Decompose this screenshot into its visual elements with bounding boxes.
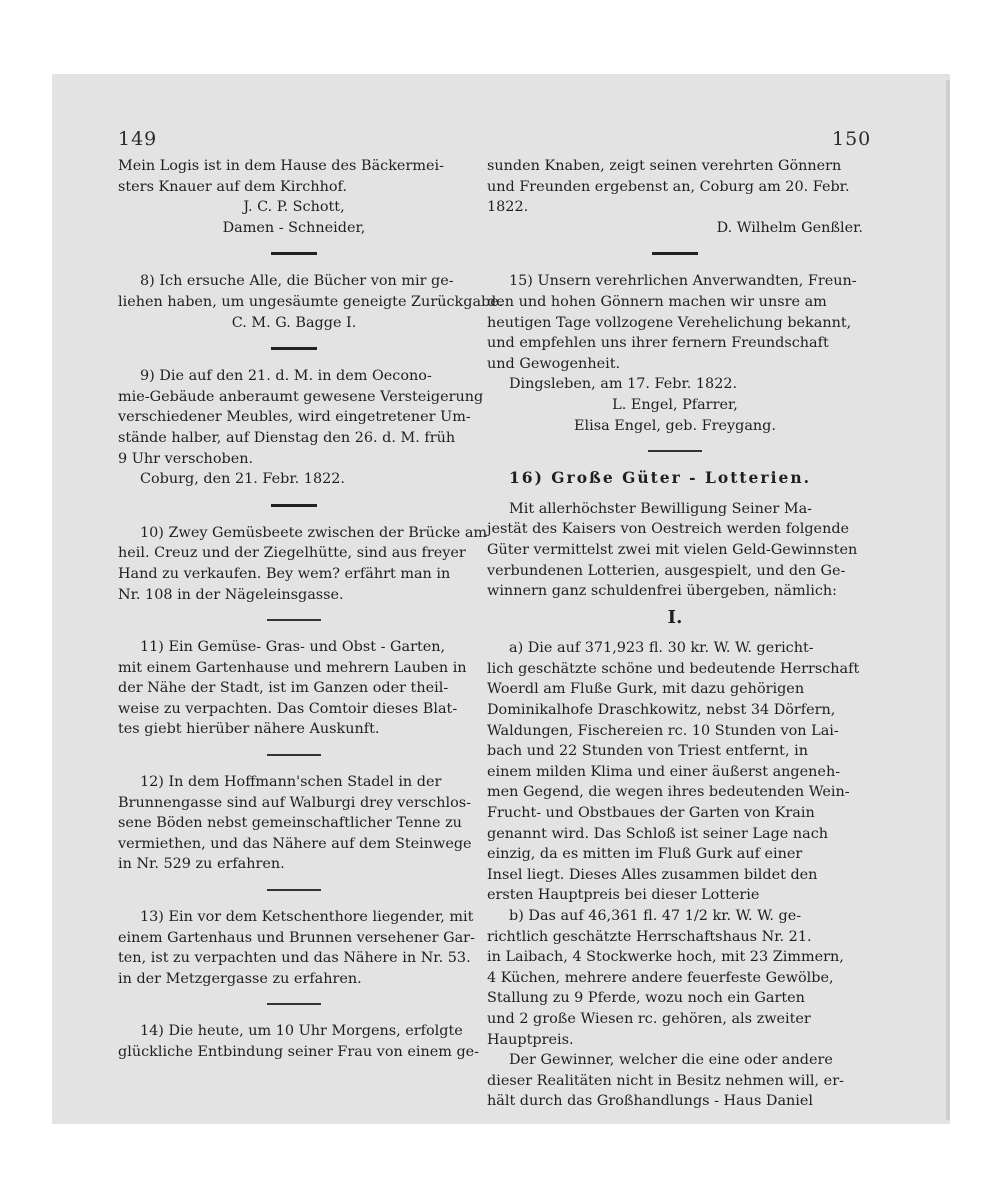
text-line: genannt wird. Das Schloß ist seiner Lage nach <box>487 825 829 842</box>
text-line: und empfehlen uns ihrer fernern Freundschaft <box>487 335 829 352</box>
separator <box>648 450 702 452</box>
text-line: 13) Ein vor dem Ketschenthore liegender, mit <box>140 909 474 926</box>
text-line: 11) Ein Gemüse- Gras- und Obst - Garten, <box>140 639 446 656</box>
text-line: in der Metzgergasse zu erfahren. <box>118 970 362 987</box>
dateline: Dingsleben, am 17. Febr. 1822. <box>509 376 738 393</box>
text-line: hält durch das Großhandlungs - Haus Daniel <box>487 1093 814 1110</box>
text-line: a) Die auf 371,923 fl. 30 kr. W. W. gericht- <box>509 640 814 657</box>
text-line: richtlich geschätzte Herrschaftshaus Nr. 21. <box>487 928 812 945</box>
scan-edge <box>946 80 950 1120</box>
text-line: 12) In dem Hoffmann'schen Stadel in der <box>140 774 442 791</box>
notice-13 <box>118 907 475 989</box>
text-line: weise zu verpachten. Das Comtoir dieses Blat- <box>118 700 458 717</box>
text-line: 10) Zwey Gemüsbeete zwischen der Brücke am <box>140 524 488 541</box>
text-line: 9) Die auf den 21. d. M. in dem Oecono- <box>140 368 432 385</box>
text-line: verbundenen Lotterien, ausgespielt, und den Ge- <box>487 562 846 579</box>
signature: J. C. P. Schott, <box>243 199 345 216</box>
separator <box>267 619 321 621</box>
text-line: Frucht- und Obstbaues der Garten von Krain <box>487 805 815 822</box>
text-line: Hand zu verkaufen. Bey wem? erfährt man in <box>118 565 451 582</box>
text-line: und Freunden ergebenst an, Coburg am 20. Febr. <box>487 178 850 195</box>
text-line: 8) Ich ersuche Alle, die Bücher von mir ge- <box>140 273 454 290</box>
text-line: ersten Hauptpreis bei dieser Lotterie <box>487 887 760 904</box>
text-line: Nr. 108 in der Nägeleinsgasse. <box>118 586 344 603</box>
text-line: Güter vermittelst zwei mit vielen Geld-Gewinnsten <box>487 541 858 558</box>
notice-9 <box>118 366 484 490</box>
text-line: sters Knauer auf dem Kirchhof. <box>118 178 347 195</box>
notice-8 <box>118 271 504 333</box>
text-line: 15) Unsern verehrlichen Anverwandten, Freun- <box>509 273 857 290</box>
separator <box>267 754 321 756</box>
text-line: sene Böden nebst gemeinschaftlicher Tenne zu <box>118 815 462 832</box>
right-page-number: 150 <box>832 128 872 150</box>
text-line: mie-Gebäude anberaumt gewesene Versteigerung <box>118 388 484 405</box>
lottery-number: I. <box>667 606 683 628</box>
text-line: Insel liegt. Dieses Alles zusammen bildet den <box>487 866 818 883</box>
dateline: Coburg, den 21. Febr. 1822. <box>140 471 345 488</box>
text-line: Mit allerhöchster Bewilligung Seiner Ma- <box>509 500 813 517</box>
text-line: den und hohen Gönnern machen wir unsre am <box>487 293 827 310</box>
text-line: in Laibach, 4 Stockwerke hoch, mit 23 Zimmern, <box>487 949 844 966</box>
text-line: einem milden Klima und einer äußerst angeneh- <box>487 763 841 780</box>
lodging-notice <box>118 156 470 238</box>
separator <box>652 252 698 255</box>
text-line: 14) Die heute, um 10 Uhr Morgens, erfolgte <box>140 1023 463 1040</box>
notice-12 <box>118 772 470 875</box>
text-line: sunden Knaben, zeigt seinen verehrten Gönnern <box>487 158 842 174</box>
text-line: mit einem Gartenhause und mehrern Lauben in <box>118 659 467 676</box>
text-line: heutigen Tage vollzogene Verehelichung bekannt, <box>487 314 852 331</box>
section-heading: 16) Große Güter - Lotterien. <box>509 468 811 488</box>
text-line: dieser Realitäten nicht in Besitz nehmen will, er- <box>487 1072 844 1089</box>
text-line: in Nr. 529 zu erfahren. <box>118 856 285 873</box>
text-line: Dominikalhofe Draschkowitz, nebst 34 Dörfern, <box>487 702 836 719</box>
separator <box>267 889 321 891</box>
text-line: einzig, da es mitten im Fluß Gurk auf einer <box>487 846 803 863</box>
text-line: verschiedener Meubles, wird eingetretener Um- <box>118 409 471 426</box>
left-page-number: 149 <box>118 128 158 150</box>
text-line: Stallung zu 9 Pferde, wozu noch ein Garten <box>487 990 805 1007</box>
text-line: heil. Creuz und der Ziegelhütte, sind aus freyer <box>118 545 466 562</box>
text-line: 9 Uhr verschoben. <box>118 450 254 467</box>
signature: L. Engel, Pfarrer, <box>612 396 738 413</box>
notice-10 <box>118 523 488 605</box>
right-column <box>487 156 863 1112</box>
signature: C. M. G. Bagge I. <box>231 314 357 331</box>
text-line: einem Gartenhaus und Brunnen versehener Gar- <box>118 929 475 946</box>
text-line: Mein Logis ist in dem Hause des Bäckermei- <box>118 158 444 174</box>
separator <box>271 347 317 350</box>
text-line: men Gegend, die wegen ihres bedeutenden Wein- <box>487 784 850 801</box>
text-line: liehen haben, um ungesäumte geneigte Zurückgabe. <box>118 293 504 310</box>
left-column <box>118 156 504 1063</box>
text-line: Der Gewinner, welcher die eine oder andere <box>509 1052 833 1069</box>
signature: Damen - Schneider, <box>222 219 366 236</box>
text-line: b) Das auf 46,361 fl. 47 1/2 kr. W. W. ge- <box>509 908 802 924</box>
notice-14 <box>118 1021 480 1062</box>
text-line: lich geschätzte schöne und bedeutende Herrschaft <box>487 660 860 677</box>
text-line: tes giebt hierüber nähere Auskunft. <box>118 721 380 738</box>
text-line: der Nähe der Stadt, ist im Ganzen oder theil- <box>118 680 449 697</box>
text-line: bach und 22 Stunden von Triest entfernt, in <box>487 743 808 760</box>
text-line: 4 Küchen, mehrere andere feuerfeste Gewölbe, <box>487 969 834 986</box>
separator <box>271 252 317 255</box>
text-line: Woerdl am Fluße Gurk, mit dazu gehörigen <box>487 681 805 698</box>
text-line: Hauptpreis. <box>487 1031 574 1048</box>
text-line: und Gewogenheit. <box>487 355 621 372</box>
text-line: Waldungen, Fischereien rc. 10 Stunden von Lai- <box>487 722 839 739</box>
text-line: winnern ganz schuldenfrei übergeben, nämlich: <box>487 583 838 600</box>
text-line: stände halber, auf Dienstag den 26. d. M. früh <box>118 429 456 446</box>
text-line: 1822. <box>487 199 529 216</box>
signature: D. Wilhelm Genßler. <box>716 219 863 236</box>
text-line: Brunnengasse sind auf Walburgi drey verschlos- <box>118 794 472 811</box>
text-line: vermiethen, und das Nähere auf dem Steinwege <box>118 835 472 852</box>
signature: Elisa Engel, geb. Freygang. <box>574 417 776 434</box>
separator <box>267 1003 321 1005</box>
text-line: und 2 große Wiesen rc. gehören, als zweiter <box>487 1010 811 1027</box>
birth-announcement-continuation <box>487 156 863 238</box>
text-line: glückliche Entbindung seiner Frau von einem ge- <box>118 1044 480 1060</box>
text-line: jestät des Kaisers von Oestreich werden folgende <box>487 521 850 538</box>
notice-11 <box>118 637 470 740</box>
separator <box>271 504 317 507</box>
text-line: ten, ist zu verpachten und das Nähere in Nr. 53. <box>118 950 471 967</box>
notice-15 <box>487 271 863 436</box>
notice-16 <box>487 468 863 1112</box>
